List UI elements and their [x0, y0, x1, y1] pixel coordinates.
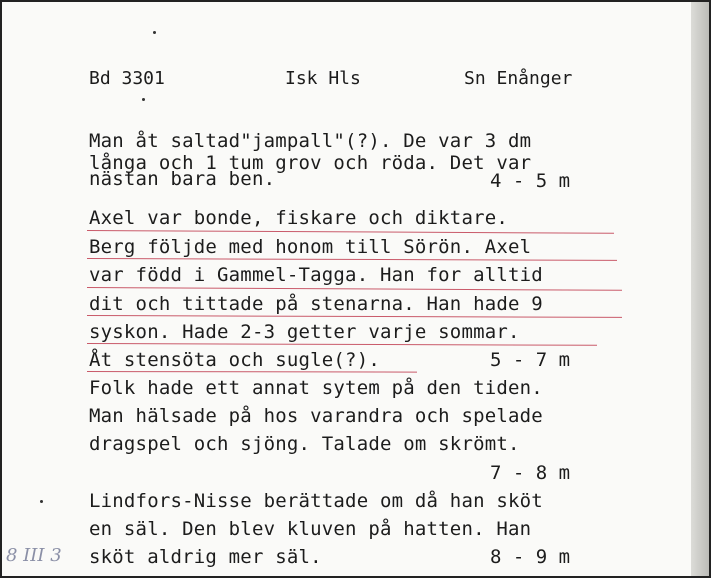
tape-range: 4 - 5 m	[490, 170, 571, 192]
ink-dot	[142, 98, 145, 101]
card-edge-shadow	[691, 0, 711, 578]
red-underline	[87, 371, 417, 373]
text-line: Man hälsade på hos varandra och spelade	[89, 405, 543, 427]
ink-dot	[40, 500, 43, 503]
margin-mark: 8 III 3	[6, 545, 62, 566]
parish-name: Sn Enånger	[464, 68, 573, 89]
text-line: Berg följde med honom till Sörön. Axel	[89, 236, 532, 258]
red-underline	[87, 343, 597, 346]
red-underline	[87, 287, 622, 291]
text-line: en säl. Den blev kluven på hatten. Han	[89, 518, 532, 540]
tape-range: 5 - 7 m	[490, 349, 571, 371]
text-line: Åt stensöta och sugle(?).	[89, 349, 380, 371]
text-line: Folk hade ett annat sytem på den tiden.	[89, 377, 543, 399]
tape-range: 7 - 8 m	[490, 462, 571, 484]
text-line: Axel var bonde, fiskare och diktare.	[89, 207, 509, 229]
red-underline	[87, 258, 617, 261]
card-header	[89, 68, 649, 94]
text-line: Lindfors-Nisse berättade om då han sköt	[89, 490, 543, 512]
text-line: var född i Gammel-Tagga. Han for alltid	[89, 264, 543, 286]
red-underline	[87, 315, 622, 318]
record-code: Bd 3301	[89, 68, 165, 89]
text-line: dragspel och sjöng. Talade om skrömt.	[89, 433, 520, 455]
red-underline	[87, 230, 614, 234]
region-code: Isk Hls	[285, 68, 361, 89]
ink-dot	[153, 31, 156, 34]
tape-range: 8 - 9 m	[490, 546, 571, 568]
text-line: nästan bara ben.	[89, 168, 276, 190]
text-line: Man åt saltad"jampall"(?). De var 3 dm	[89, 130, 532, 152]
text-line: sköt aldrig mer säl.	[89, 546, 322, 568]
text-line: syskon. Hade 2-3 getter varje sommar.	[89, 321, 520, 343]
text-line: långa och 1 tum grov och röda. Det var	[89, 152, 532, 174]
text-line: dit och tittade på stenarna. Han hade 9	[89, 293, 543, 315]
